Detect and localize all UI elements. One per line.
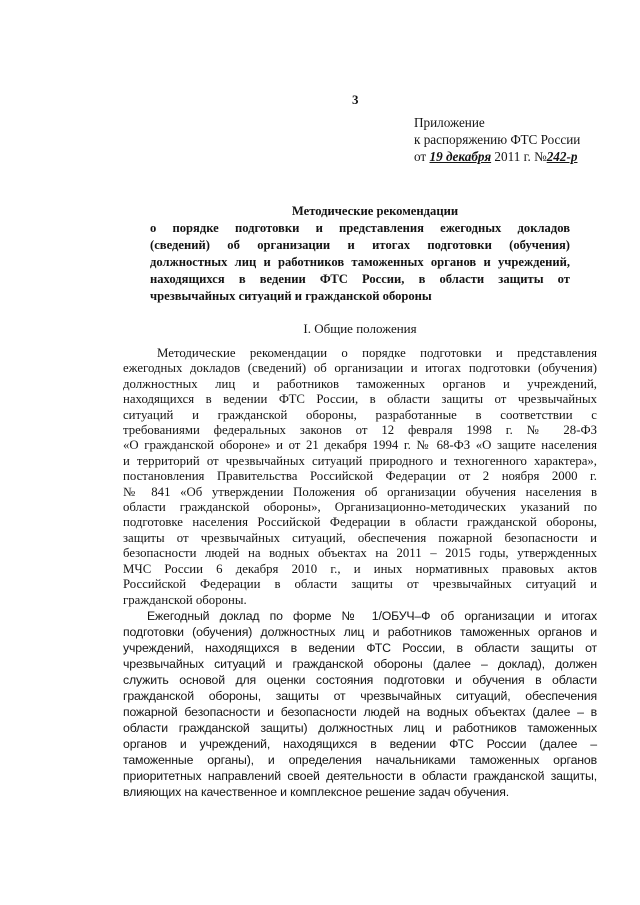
text-line: Ежегодный доклад по форме № 1/ОБУЧ–Ф об организации и итогах (147, 608, 597, 623)
title-line: (сведений) об организации и итогах подготовки (обучения) (150, 238, 570, 252)
text-line: гражданской обороны. (123, 592, 247, 607)
text-line: гражданской обороны, защиты от чрезвычайных ситуаций, обеспечения (123, 688, 597, 703)
text-line: чрезвычайных ситуаций и гражданской обороны (далее – доклад), должен (123, 656, 597, 671)
text-line: «О гражданской обороне» и от 21 декабря 1994 г. № 68-ФЗ «О защите населения (123, 438, 597, 453)
appendix-date-day-month: 19 декабря (429, 149, 492, 164)
text-line: органов и учреждений, находящихся в ведении ФТС России (далее – (123, 736, 597, 751)
text-line: Российской Федерации в области защиты от чрезвычайных ситуаций и (123, 577, 597, 592)
text-line: безопасности людей на водных объектах на 2011 – 2015 годы, утвержденных (123, 546, 597, 561)
text-line: постановления Правительства Российской Федерации от 2 ноября 2000 г. (123, 469, 597, 484)
text-line: ситуаций и гражданской обороны, разработанные в соответствии с (123, 407, 597, 422)
document-title (150, 203, 570, 305)
text-line: находящихся в ведении ФТС России, в области защиты от чрезвычайных (123, 392, 597, 407)
text-line: требованиями федеральных законов от 12 февраля 1998 г. № 28-ФЗ (123, 423, 597, 438)
text-line: влияющих на качественное и комплексное решение задач обучения. (123, 784, 510, 799)
text-line: пожарной безопасности и безопасности людей на водных объектах (далее – в (123, 704, 597, 719)
text-line: № 841 «Об утверждении Положения об организации обучения населения в (123, 484, 597, 499)
appendix-date-prefix: от (414, 149, 427, 164)
text-line: должностных лиц и работников таможенных органов и учреждений, (123, 376, 597, 391)
title-line: о порядке подготовки и представления ежегодных докладов (150, 221, 570, 235)
text-line: служить основой для оценки состояния подготовки и обучения в области (123, 672, 597, 687)
text-line: ежегодных докладов (сведений) об организации и итогах подготовки (обучения) (123, 361, 597, 376)
title-line: должностных лиц и работников таможенных органов и учреждений, (150, 255, 570, 269)
appendix-order-number: 242-р (546, 149, 578, 164)
text-line: защиты от чрезвычайных ситуаций, обеспечения пожарной безопасности и (123, 530, 597, 545)
title-line: чрезвычайных ситуаций и гражданской обороны (150, 289, 432, 303)
title-line: находящихся в ведении ФТС России, в области защиты от (150, 272, 570, 286)
body-text (123, 346, 597, 800)
appendix-date-year: 2011 г. № (494, 149, 547, 164)
appendix-order-date (414, 148, 580, 165)
text-line: подготовке населения Российской Федерации в области гражданской обороны, (123, 515, 597, 530)
paragraph-2 (123, 608, 597, 800)
appendix-header (414, 114, 580, 165)
text-line: МЧС России 6 декабря 2010 г., и иных нормативных правовых актов (123, 561, 597, 576)
text-line: таможенные органы), и определения начальниками таможенных органов (123, 752, 597, 767)
text-line: учреждений, находящихся в ведении ФТС России, в области защиты от (123, 640, 597, 655)
page-number: 3 (352, 92, 359, 107)
paragraph-1 (123, 346, 597, 608)
appendix-label: Приложение (414, 115, 485, 130)
text-line: области гражданской защиты) должностных лиц и работников таможенных (123, 720, 597, 735)
appendix-order-reference: к распоряжению ФТС России (414, 132, 581, 147)
title-main: Методические рекомендации (291, 204, 459, 218)
text-line: Методические рекомендации о порядке подготовки и представления (157, 346, 597, 360)
section-heading: I. Общие положения (303, 321, 417, 336)
text-line: приоритетных направлений своей деятельности в области гражданской защиты, (123, 768, 597, 783)
text-line: подготовки (обучения) должностных лиц и работников таможенных органов и (123, 624, 597, 639)
text-line: области гражданской обороны», Организационно-методических указаний по (123, 500, 597, 515)
text-line: и территорий от чрезвычайных ситуаций природного и техногенного характера», (123, 453, 597, 468)
